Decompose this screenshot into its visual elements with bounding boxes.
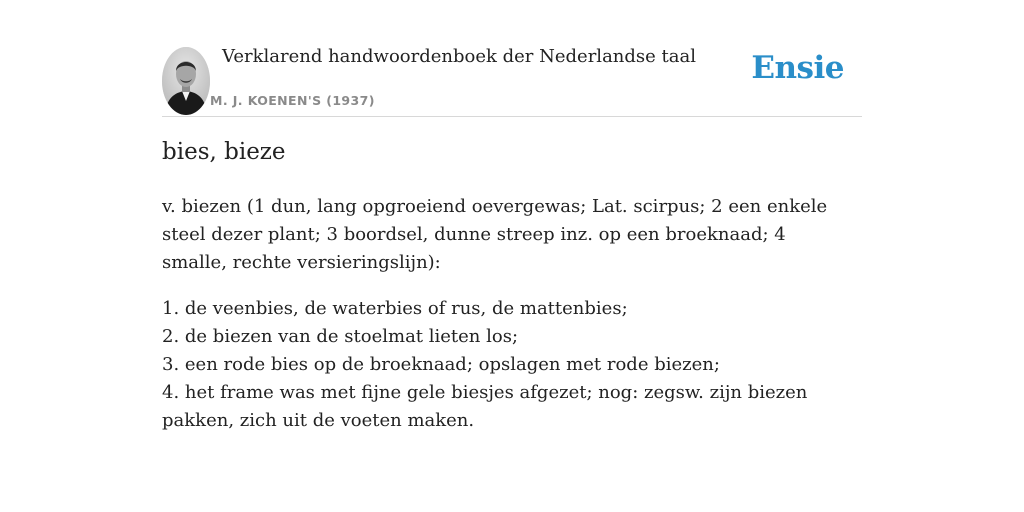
- example-line: 2. de biezen van de stoelmat lieten los;: [162, 326, 519, 347]
- brand-logo[interactable]: Ensie: [751, 50, 844, 86]
- entry-headword: bies, bieze: [162, 139, 286, 165]
- entry-definition: v. biezen (1 dun, lang opgroeiend oevergewas; Lat. scirpus; 2 een enkele steel dezer plant; 3 boordsel, dunne streep inz. op een broeknaad; 4 smalle, rechte versieringslijn):: [162, 196, 828, 273]
- entry-examples: [162, 295, 842, 435]
- example-line: 1. de veenbies, de waterbies of rus, de mattenbies;: [162, 298, 628, 319]
- author-credit: M. J. KOENEN'S (1937): [210, 93, 375, 108]
- example-line: 4. het frame was met fijne gele biesjes afgezet; nog: zegsw. zijn biezen pakken, zich uit de voeten maken.: [162, 382, 808, 431]
- portrait-illustration: [162, 47, 210, 115]
- example-line: 3. een rode bies op de broeknaad; opslagen met rode biezen;: [162, 354, 720, 375]
- book-title[interactable]: Verklarend handwoordenboek der Nederlandse taal: [222, 46, 696, 67]
- entry-page: [162, 0, 862, 431]
- author-portrait-icon: [162, 47, 210, 115]
- dictionary-header: [162, 0, 862, 117]
